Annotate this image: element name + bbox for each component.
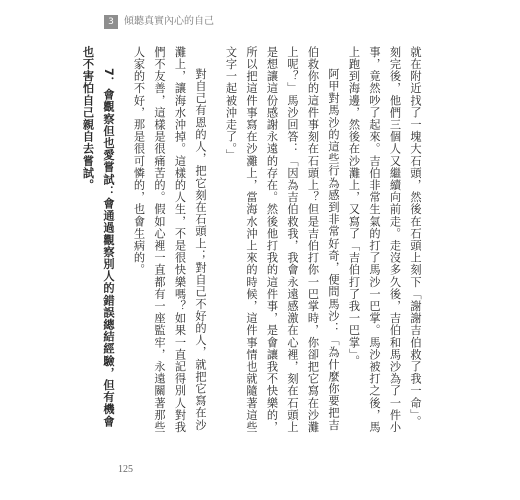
running-header	[0, 0, 520, 40]
vertical-text-block	[77, 46, 425, 436]
list-item: 7．會觀察但也愛嘗試：會通過觀察別人的錯誤總結經驗，但有機會也不害怕自己親自去嘗試。	[81, 46, 115, 428]
paragraph-gap	[118, 46, 128, 436]
paragraph: 就在附近找了一塊大石頭，然後在石頭上刻下「謝謝吉伯救了我一命」。刻完後，他們三個人又繼續向前走。走沒多久後，吉伯和馬沙為了一件小事，竟然吵了起來。吉伯非常生氣的打了馬沙一巴掌。馬沙被打之後，馬上跑到海邊，然後在沙灘上，又寫了「吉伯打了我一巴掌」。	[347, 46, 422, 434]
page-body	[81, 40, 425, 450]
paragraph: 阿甲對馬沙的這些行為感到非常好奇，便問馬沙：「為什麼你要把吉伯救你的這件事刻在石頭上？但是吉伯打你一巴掌時，你卻把它寫在沙灘上呢？」馬沙回答：「因為吉伯救我，我會永遠感激在心裡，刻在石頭上是想讓這份感謝永遠的存在。然後他打我的這件事，是會讓我不快樂的，所以把這件事寫在沙灘上，當海水沖上來的時候，這件事情也就隨著這些文字一起被沖走了。」	[224, 46, 340, 434]
chapter-title: 傾聽真實內心的自己	[124, 16, 214, 27]
paragraph-gap	[210, 46, 220, 436]
paragraph: 對自己有恩的人，把它刻在石頭上；對自己不好的人，就把它寫在沙灘上，讓海水沖掉。這樣的人生，不是很快樂嗎？如果一直記得別人對我們不友善，這樣是很痛苦的。假如心裡一直都有一座監牢，永遠關著那些人家的不好，那是很可憐的，也會生病的。	[132, 46, 207, 434]
page-number: 125	[118, 464, 133, 475]
chapter-number-badge: 3	[104, 15, 118, 29]
